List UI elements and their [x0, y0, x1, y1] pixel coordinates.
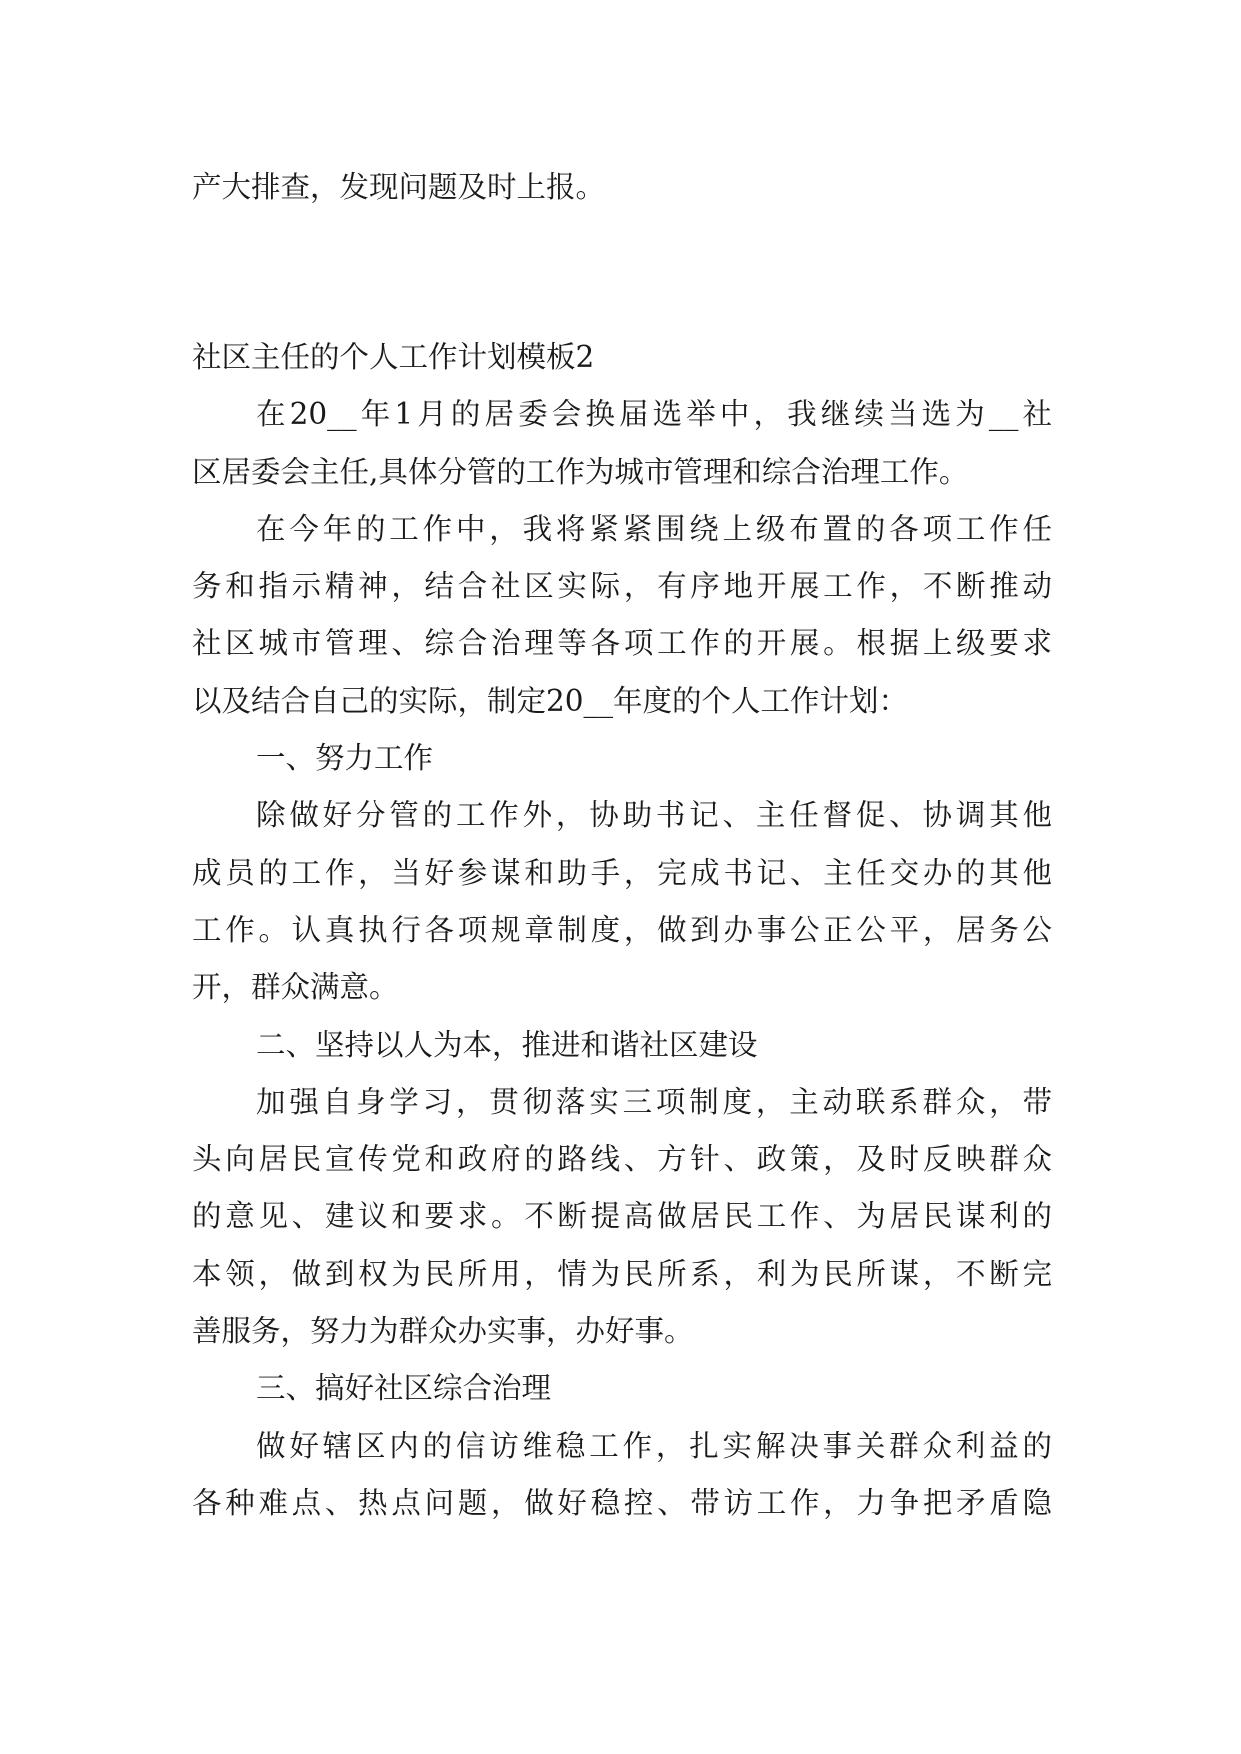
subheading: 三、搞好社区综合治理	[256, 1371, 552, 1405]
text-line: 善服务，努力为群众办实事，办好事。	[192, 1314, 694, 1348]
text-line: 在今年的工作中，我将紧紧围绕上级布置的各项工作任	[256, 512, 1052, 546]
text-line: 头向居民宣传党和政府的路线、方针、政策，及时反映群众	[192, 1142, 1052, 1176]
text-line: 本领，做到权为民所用，情为民所系，利为民所谋，不断完	[192, 1257, 1052, 1291]
text-line: 产大排查，发现问题及时上报。	[192, 170, 606, 204]
text-line: 工作。认真执行各项规章制度，做到办事公正公平，居务公	[192, 913, 1052, 947]
text-line: 成员的工作，当好参谋和助手，完成书记、主任交办的其他	[192, 856, 1052, 890]
text-line: 以及结合自己的实际，制定20__年度的个人工作计划：	[192, 684, 909, 718]
text-line: 开，群众满意。	[192, 970, 399, 1004]
text-line: 除做好分管的工作外，协助书记、主任督促、协调其他	[256, 798, 1052, 832]
text-line: 的意见、建议和要求。不断提高做居民工作、为居民谋利的	[192, 1199, 1052, 1233]
text-line: 务和指示精神，结合社区实际，有序地开展工作，不断推动	[192, 569, 1052, 603]
text-line: 社区城市管理、综合治理等各项工作的开展。根据上级要求	[192, 626, 1052, 660]
subheading: 二、坚持以人为本，推进和谐社区建设	[256, 1028, 758, 1062]
text-line: 加强自身学习，贯彻落实三项制度，主动联系群众，带	[256, 1085, 1052, 1119]
text-line: 各种难点、热点问题，做好稳控、带访工作，力争把矛盾隐	[192, 1486, 1052, 1520]
section-title: 社区主任的个人工作计划模板2	[192, 340, 595, 374]
text-line: 在20__年1月的居委会换届选举中，我继续当选为__社	[256, 397, 1052, 431]
subheading: 一、努力工作	[256, 741, 434, 775]
text-line: 区居委会主任,具体分管的工作为城市管理和综合治理工作。	[192, 455, 969, 489]
text-line: 做好辖区内的信访维稳工作，扎实解决事关群众利益的	[256, 1429, 1052, 1463]
